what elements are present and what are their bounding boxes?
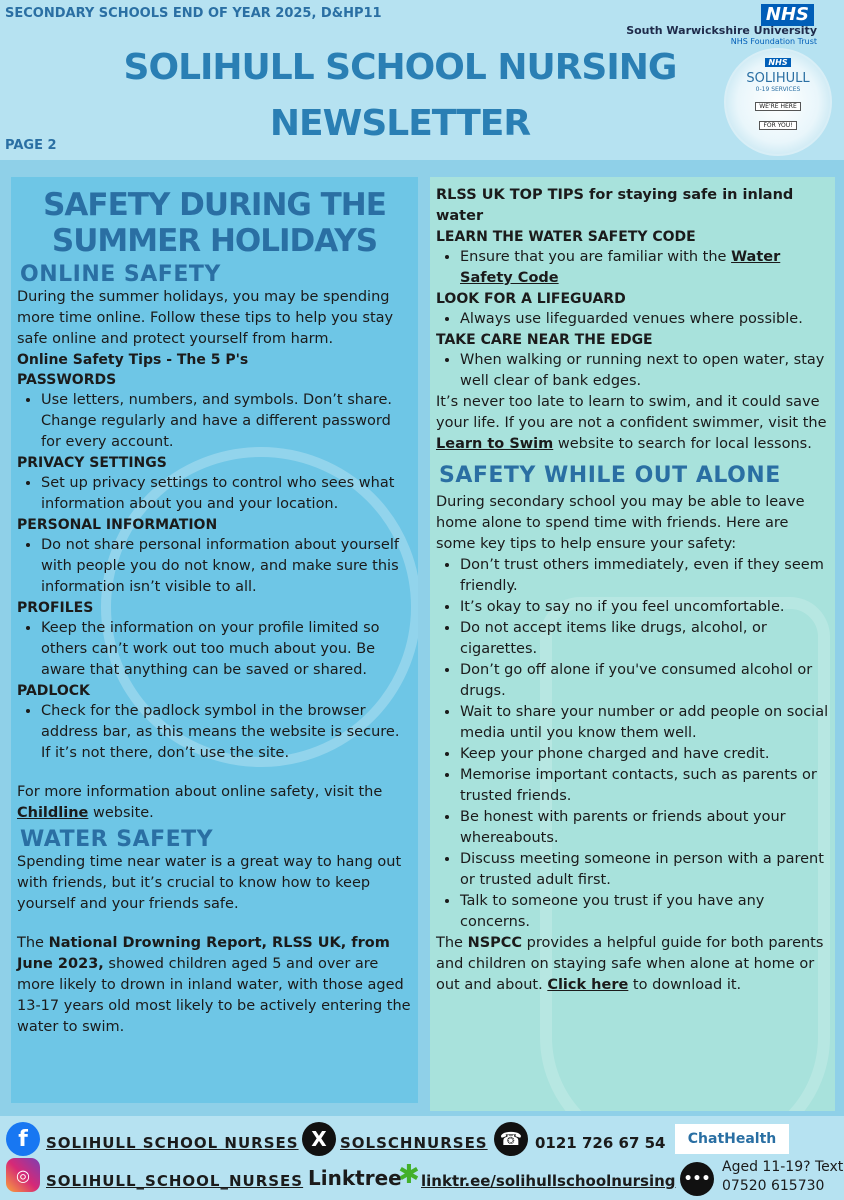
text-service-line-1: Aged 11-19? Text bbox=[722, 1159, 844, 1175]
phone-icon: ☎ bbox=[494, 1122, 528, 1156]
list-item: • Use letters, numbers, and symbols. Don’t share. Change regularly and have a different password for every account. bbox=[41, 390, 412, 453]
facebook-link[interactable]: SOLIHULL SCHOOL NURSES bbox=[46, 1134, 299, 1152]
out-alone-intro: During secondary school you may be able to leave home alone to spend time with friends. Here are some key tips to help ensure your safety: bbox=[436, 494, 805, 552]
more-info-post: website. bbox=[88, 805, 154, 821]
list-item: • Check for the padlock symbol in the browser address bar, as this means the website is secure. If it’s not there, don’t use the site. bbox=[41, 701, 412, 764]
more-info-text bbox=[17, 782, 412, 824]
childline-link[interactable]: Childline bbox=[17, 805, 89, 821]
code-heading: LEARN THE WATER SAFETY CODE bbox=[436, 229, 696, 245]
out-alone-heading: SAFETY WHILE OUT ALONE bbox=[439, 463, 781, 488]
logo-name: SOLIHULL bbox=[746, 71, 810, 86]
x-link[interactable]: SOLSCHNURSES bbox=[340, 1134, 488, 1152]
privacy-list bbox=[41, 473, 412, 515]
trust-line-2: NHS Foundation Trust bbox=[730, 37, 817, 46]
profiles-heading: PROFILES bbox=[17, 600, 94, 616]
linktree-logo: Linktree bbox=[308, 1166, 402, 1190]
list-item: • Talk to someone you trust if you have any concerns. bbox=[460, 891, 829, 933]
right-column bbox=[430, 177, 835, 1111]
report-pre: The bbox=[17, 935, 49, 951]
lifeguard-list bbox=[460, 309, 829, 330]
online-intro: During the summer holidays, you may be spending more time online. Follow these tips to help you stay safe online and protect yourself from harm. bbox=[17, 289, 394, 347]
drowning-report bbox=[17, 933, 412, 1038]
report-post: showed children aged 5 and over are more likely to drown in inland water, with those aged 13-17 years old most likely to be actively entering the water to swim. bbox=[17, 956, 411, 1035]
edition-line: SECONDARY SCHOOLS END OF YEAR 2025, D&HP11 bbox=[5, 6, 382, 21]
edge-list bbox=[460, 350, 829, 392]
left-column bbox=[11, 177, 418, 1103]
passwords-heading: PASSWORDS bbox=[17, 372, 117, 388]
list-item: • Do not accept items like drugs, alcohol, or cigarettes. bbox=[460, 618, 829, 660]
main-title-line-1: SAFETY DURING THE bbox=[43, 187, 386, 223]
more-info-pre: For more information about online safety, visit the bbox=[17, 784, 383, 800]
logo-services: 0-19 SERVICES bbox=[755, 86, 801, 93]
title-line-2: NEWSLETTER bbox=[269, 103, 531, 144]
text-service bbox=[722, 1158, 843, 1196]
list-item: • Do not share personal information about yourself with people you do not know, and make sure this information isn’t visible to all. bbox=[41, 535, 412, 598]
personal-heading: PERSONAL INFORMATION bbox=[17, 517, 218, 533]
profiles-list bbox=[41, 618, 412, 681]
nhs-logo: NHS bbox=[761, 4, 814, 26]
logo-nhs: NHS bbox=[765, 58, 790, 67]
nspcc-mid: provides a helpful guide for both parents and children on staying safe when alone at home or out and about. bbox=[436, 935, 824, 993]
list-item: • Keep your phone charged and have credit. bbox=[460, 744, 829, 765]
rlss-heading: RLSS UK TOP TIPS for staying safe in inland water bbox=[436, 187, 794, 224]
padlock-list bbox=[41, 701, 412, 764]
privacy-heading: PRIVACY SETTINGS bbox=[17, 455, 167, 471]
list-item: • When walking or running next to open water, stay well clear of bank edges. bbox=[460, 350, 829, 392]
tips-heading: Online Safety Tips - The 5 P's bbox=[17, 352, 249, 368]
code-pre: Ensure that you are familiar with the bbox=[460, 249, 732, 265]
nspcc-pre: The bbox=[436, 935, 468, 951]
linktree-url-link[interactable]: linktr.ee/solihullschoolnursing bbox=[421, 1172, 676, 1190]
title-line-1: SOLIHULL SCHOOL NURSING bbox=[123, 47, 677, 88]
list-item: • Don’t trust others immediately, even if they seem friendly. bbox=[460, 555, 829, 597]
section-main-title bbox=[17, 187, 412, 259]
instagram-link[interactable]: SOLIHULL_SCHOOL_NURSES bbox=[46, 1172, 304, 1190]
lifeguard-heading: LOOK FOR A LIFEGUARD bbox=[436, 291, 626, 307]
list-item: • Be honest with parents or friends about your whereabouts. bbox=[460, 807, 829, 849]
nspcc-bold: NSPCC bbox=[467, 935, 523, 951]
instagram-icon[interactable]: ◎ bbox=[6, 1158, 40, 1192]
code-list bbox=[460, 247, 829, 289]
out-alone-tips bbox=[460, 555, 829, 933]
list-item: • Set up privacy settings to control who sees what information about you and your location. bbox=[41, 473, 412, 515]
learn-to-swim-link[interactable]: Learn to Swim bbox=[436, 436, 554, 452]
water-safety-code-link[interactable]: Water Safety Code bbox=[460, 249, 781, 286]
text-service-number: 07520 615730 bbox=[722, 1178, 825, 1194]
solihull-0-19-logo bbox=[724, 48, 832, 156]
click-here-link[interactable]: Click here bbox=[547, 977, 629, 993]
learn-to-swim-text bbox=[436, 392, 829, 455]
page-title bbox=[90, 40, 710, 152]
logo-here: WE'RE HERE bbox=[755, 102, 801, 111]
edge-heading: TAKE CARE NEAR THE EDGE bbox=[436, 332, 653, 348]
phone-number: 0121 726 67 54 bbox=[535, 1134, 666, 1152]
nspcc-text bbox=[436, 933, 829, 996]
contact-footer bbox=[0, 1116, 844, 1200]
x-icon[interactable]: X bbox=[302, 1122, 336, 1156]
facebook-icon[interactable]: f bbox=[6, 1122, 40, 1156]
online-safety-heading: ONLINE SAFETY bbox=[20, 262, 221, 287]
personal-list bbox=[41, 535, 412, 598]
list-item: • Memorise important contacts, such as parents or trusted friends. bbox=[460, 765, 829, 807]
padlock-heading: PADLOCK bbox=[17, 683, 90, 699]
page-number: PAGE 2 bbox=[5, 138, 57, 153]
list-item: • Don’t go off alone if you've consumed alcohol or drugs. bbox=[460, 660, 829, 702]
linktree-icon: ✱ bbox=[398, 1160, 421, 1190]
list-item: • Discuss meeting someone in person with a parent or trusted adult first. bbox=[460, 849, 829, 891]
chathealth-logo: ChatHealth bbox=[675, 1124, 789, 1154]
logo-you: FOR YOU! bbox=[759, 121, 796, 130]
list-item: • It’s okay to say no if you feel uncomfortable. bbox=[460, 597, 829, 618]
swim-pre: It’s never too late to learn to swim, and it could save your life. If you are not a confident swimmer, visit the bbox=[436, 394, 827, 431]
list-item bbox=[460, 247, 829, 289]
trust-line-1: South Warwickshire University bbox=[626, 24, 817, 37]
passwords-list bbox=[41, 390, 412, 453]
water-safety-heading: WATER SAFETY bbox=[20, 827, 214, 852]
newsletter-header bbox=[0, 0, 844, 160]
report-bold: National Drowning Report, RLSS UK, from June 2023, bbox=[17, 935, 390, 972]
speech-bubble-icon: ••• bbox=[680, 1162, 714, 1196]
nspcc-post: to download it. bbox=[628, 977, 742, 993]
trust-name bbox=[626, 24, 817, 46]
water-intro: Spending time near water is a great way to hang out with friends, but it’s crucial to know how to keep yourself and your friends safe. bbox=[17, 854, 402, 912]
list-item: • Always use lifeguarded venues where possible. bbox=[460, 309, 829, 330]
swim-post: website to search for local lessons. bbox=[553, 436, 812, 452]
list-item: • Wait to share your number or add people on social media until you know them well. bbox=[460, 702, 829, 744]
list-item: • Keep the information on your profile limited so others can’t work out too much about you. Be aware that anything can be saved or shared. bbox=[41, 618, 412, 681]
main-title-line-2: SUMMER HOLIDAYS bbox=[51, 223, 378, 259]
